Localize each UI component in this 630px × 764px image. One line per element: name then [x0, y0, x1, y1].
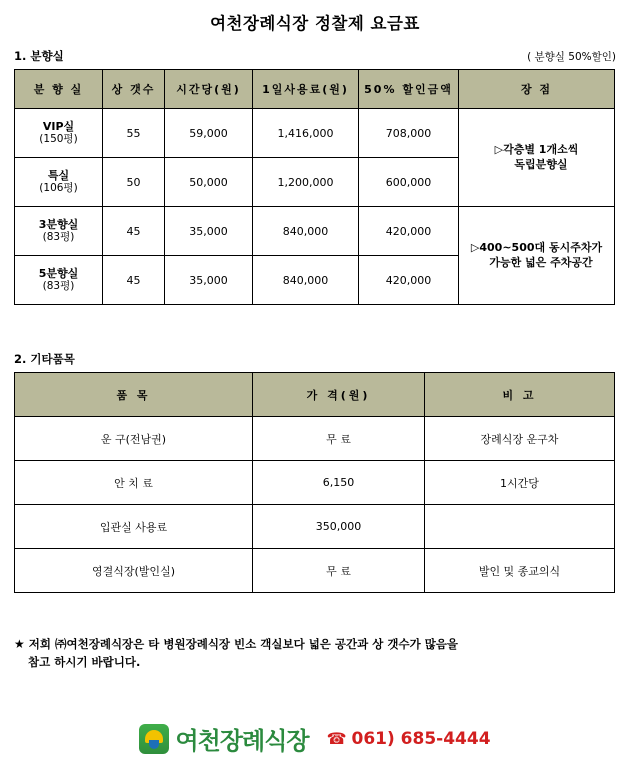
col-header-item: 품 목 — [15, 373, 253, 417]
table-header-row — [15, 373, 615, 417]
room-beds: 45 — [103, 207, 165, 256]
item-price: 무 료 — [253, 549, 425, 593]
room-discount: 708,000 — [359, 109, 459, 158]
item-price: 6,150 — [253, 461, 425, 505]
col-header-merit: 장 점 — [459, 70, 615, 109]
footnote-line-2: 참고 하시기 바랍니다. — [28, 654, 141, 669]
col-header-daily: 1일사용료(원) — [253, 70, 359, 109]
item-name: 안 치 료 — [15, 461, 253, 505]
item-price: 무 료 — [253, 417, 425, 461]
table-row — [15, 505, 615, 549]
section1-header-row — [14, 48, 616, 64]
room-daily: 1,416,000 — [253, 109, 359, 158]
room-beds: 55 — [103, 109, 165, 158]
room-beds: 45 — [103, 256, 165, 305]
room-daily: 1,200,000 — [253, 158, 359, 207]
table-row — [15, 461, 615, 505]
incense-room-price-table — [14, 69, 615, 305]
footnote — [14, 635, 616, 672]
room-name-cell — [15, 256, 103, 305]
item-name: 운 구(전남권) — [15, 417, 253, 461]
item-note: 발인 및 종교의식 — [425, 549, 615, 593]
room-discount: 600,000 — [359, 158, 459, 207]
room-area: (83평) — [42, 231, 75, 244]
merit-line-2: 독립분향실 — [514, 157, 568, 171]
merit-line-2: 가능한 넓은 주차공간 — [489, 255, 593, 269]
room-name-cell — [15, 109, 103, 158]
item-note: 장례식장 운구차 — [425, 417, 615, 461]
room-name-cell — [15, 158, 103, 207]
page-title: 여천장례식장 정찰제 요금표 — [210, 14, 420, 33]
section2-header-row — [14, 351, 616, 367]
section2-title: 2. 기타품목 — [14, 352, 75, 366]
other-items-price-table — [14, 372, 615, 593]
merit-cell-2 — [459, 207, 615, 305]
room-hourly: 35,000 — [165, 207, 253, 256]
col-header-beds: 상 갯수 — [103, 70, 165, 109]
brand-footer — [0, 721, 630, 756]
room-name-cell — [15, 207, 103, 256]
col-header-hourly: 시간당(원) — [165, 70, 253, 109]
section1-title: 1. 분향실 — [14, 49, 64, 63]
room-area: (150평) — [39, 133, 78, 146]
item-note — [425, 505, 615, 549]
item-note: 1시간당 — [425, 461, 615, 505]
room-name: 5분향실 — [38, 266, 79, 280]
table-row — [15, 109, 615, 158]
col-header-discount: 50% 할인금액 — [359, 70, 459, 109]
col-header-room: 분 향 실 — [15, 70, 103, 109]
col-header-price: 가 격(원) — [253, 373, 425, 417]
item-price: 350,000 — [253, 505, 425, 549]
table-header-row — [15, 70, 615, 109]
item-name: 입관실 사용료 — [15, 505, 253, 549]
room-name: 3분향실 — [38, 217, 79, 231]
section1-note: ( 분향실 50%할인) — [527, 51, 616, 63]
item-name: 영결식장(발인실) — [15, 549, 253, 593]
col-header-note: 비 고 — [425, 373, 615, 417]
star-icon: ★ — [14, 637, 25, 651]
merit-line-1: ▷각층별 1개소씩 — [494, 142, 579, 156]
table-row — [15, 207, 615, 256]
logo-icon — [139, 724, 169, 754]
room-hourly: 35,000 — [165, 256, 253, 305]
room-daily: 840,000 — [253, 207, 359, 256]
room-area: (83평) — [42, 280, 75, 293]
table-row — [15, 549, 615, 593]
section-spacer — [14, 305, 616, 351]
room-hourly: 59,000 — [165, 109, 253, 158]
merit-line-1: ▷400~500대 동시주차가 — [470, 240, 603, 254]
room-discount: 420,000 — [359, 207, 459, 256]
phone-text: 061) 685-4444 — [351, 728, 491, 749]
document-page — [0, 10, 630, 764]
phone-icon: ☎ — [326, 729, 347, 748]
room-name: VIP실 — [42, 119, 75, 133]
room-beds: 50 — [103, 158, 165, 207]
room-area: (106평) — [39, 182, 78, 195]
logo-text: 여천장례식장 — [175, 727, 309, 755]
room-discount: 420,000 — [359, 256, 459, 305]
logo — [139, 721, 308, 756]
merit-cell-1 — [459, 109, 615, 207]
room-hourly: 50,000 — [165, 158, 253, 207]
room-daily: 840,000 — [253, 256, 359, 305]
phone-number — [327, 729, 491, 749]
room-name: 특실 — [47, 168, 70, 182]
table-row — [15, 417, 615, 461]
footnote-line-1: 저희 ㈜여천장례식장은 타 병원장례식장 빈소 객실보다 넓은 공간과 상 갯수가 많음을 — [28, 637, 459, 651]
